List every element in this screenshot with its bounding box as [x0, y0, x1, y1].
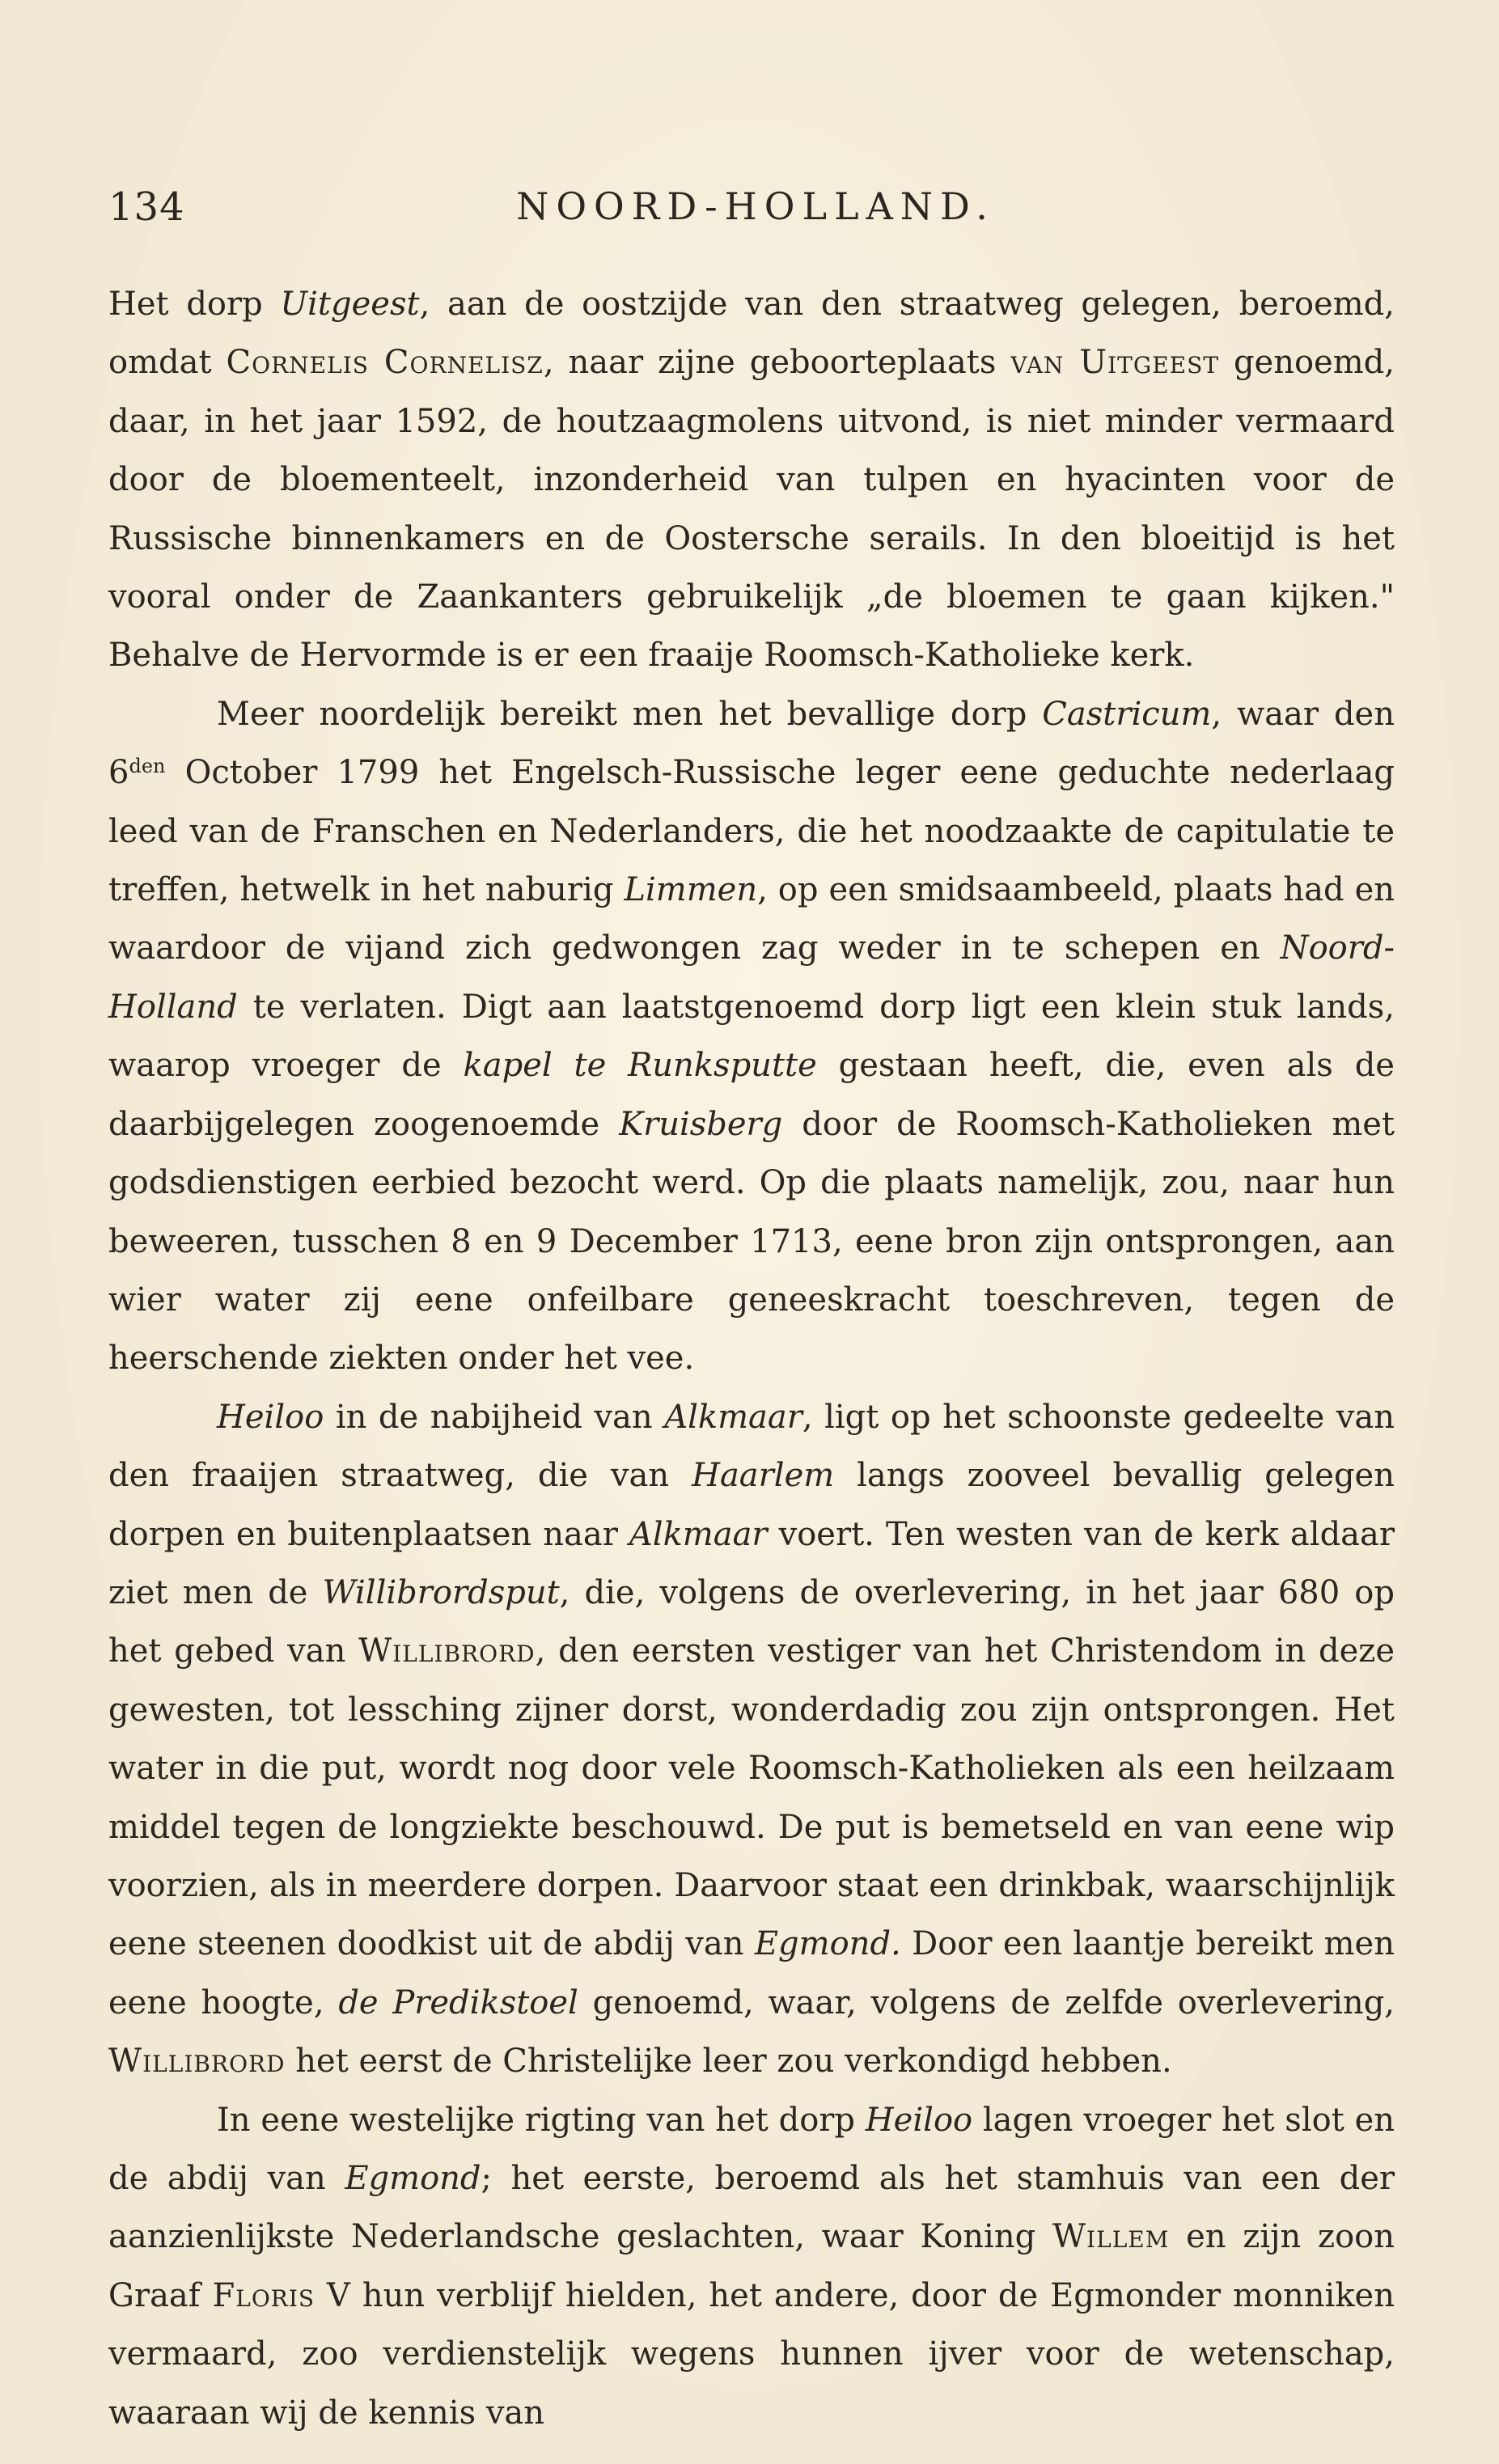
place-name: Castricum — [1042, 695, 1212, 733]
place-name: Limmen — [624, 871, 758, 909]
page-number: 134 — [108, 184, 185, 230]
person-name: van Uitgeest — [1010, 344, 1219, 382]
person-name: Willibrord — [358, 1632, 536, 1670]
running-title: NOORD-HOLLAND. — [516, 184, 995, 228]
place-name: Kruisberg — [619, 1105, 783, 1143]
place-name: kapel te Runksputte — [463, 1047, 817, 1085]
place-name: Uitgeest — [280, 286, 420, 323]
place-name: Haarlem — [692, 1457, 835, 1495]
paragraph-heiloo: Heiloo in de nabijheid van Alkmaar, ligt op het schoonste gedeelte van den fraaijen straatweg, die van Haarlem langs zooveel bevallig gelegen dorpen en buitenplaatsen naar Alkmaar voert. Ten westen van de kerk aldaar ziet men de Willibrordsput, die, volgens de overlevering, in het jaar 680 op het gebed van Willibrord, den eersten vestiger van het Christendom in deze gewesten, tot lessching zijner dorst, wonderdadig zou zijn ontsprongen. Het water in die put, wordt nog door vele Roomsch-Katholieken als een heilzaam middel tegen de longziekte beschouwd. De put is bemetseld en van eene wip voorzien, als in meerdere dorpen. Daarvoor staat een drinkbak, waarschijnlijk eene steenen doodkist uit de abdij van Egmond. Door een laantje bereikt men eene hoogte, de Predikstoel genoemd, waar, volgens de zelfde overlevering, Willibrord het eerst de Christelijke leer zou verkondigd hebben. — [108, 1398, 1395, 2081]
page-header — [108, 184, 1403, 241]
place-name: Willibrordsput — [322, 1573, 560, 1611]
place-name: Heiloo — [865, 2101, 973, 2139]
paragraph-egmond: In eene westelijke rigting van het dorp Heiloo lagen vroeger het slot en de abdij van Egmond; het eerste, beroemd als het stamhuis van een der aanzienlijkste Nederlandsche geslachten, waar Koning Willem en zijn zoon Graaf Floris V hun verblijf hielden, het andere, door de Egmonder monniken vermaard, zoo verdienstelijk wegens hunnen ijver voor de wetenschap, waaraan wij de kennis van — [108, 2101, 1395, 2432]
paragraph-uitgeest: Het dorp Uitgeest, aan de oostzijde van den straatweg gelegen, beroemd, omdat Cornelis Cornelisz, naar zijne geboorteplaats van Uitgeest genoemd, daar, in het jaar 1592, de houtzaagmolens uitvond, is niet minder vermaard door de bloementeelt, inzonderheid van tulpen en hyacinten voor de Russische binnenkamers en de Oostersche serails. In den bloeitijd is het vooral onder de Zaankanters gebruikelijk „de bloemen te gaan kijken." Behalve de Hervormde is er een fraaije Roomsch-Katholieke kerk. — [108, 286, 1395, 675]
person-name: Floris — [212, 2276, 315, 2314]
place-name: Noord-Holland — [108, 929, 1395, 1026]
place-name: Alkmaar — [629, 1515, 768, 1553]
place-name: Egmond. — [754, 1925, 901, 1963]
place-name: Egmond — [345, 2160, 481, 2197]
person-name: Willem — [1052, 2218, 1170, 2256]
place-name: de Predikstoel — [338, 1983, 578, 2022]
person-name: Willibrord — [108, 2043, 286, 2081]
ordinal-suffix: den — [129, 755, 166, 778]
place-name: Alkmaar — [664, 1398, 802, 1436]
person-name: Cornelis Cornelisz — [226, 344, 544, 382]
body-text — [108, 275, 1395, 2442]
place-name: Heiloo — [217, 1398, 324, 1436]
paragraph-castricum: Meer noordelijk bereikt men het bevallige dorp Castricum, waar den $6^{den}$ October 1799 het Engelsch-Russische leger eene geduchte nederlaag leed van de Franschen en Nederlanders, die het noodzaakte de capitulatie te treffen, hetwelk in het naburig Limmen, op een smidsaambeeld, plaats had en waardoor de vijand zich gedwongen zag weder in te schepen en Noord-Holland te verlaten. Digt aan laatstgenoemd dorp ligt een klein stuk lands, waarop vroeger de kapel te Runksputte gestaan heeft, die, even als de daarbijgelegen zoogenoemde Kruisberg door de Roomsch-Katholieken met godsdienstigen eerbied bezocht werd. Op die plaats namelijk, zou, naar hun beweeren, tusschen 8 en 9 December 1713, eene bron zijn ontsprongen, aan wier water zij eene onfeilbare geneeskracht toeschreven, tegen de heerschende ziekten onder het vee. — [108, 695, 1395, 1378]
